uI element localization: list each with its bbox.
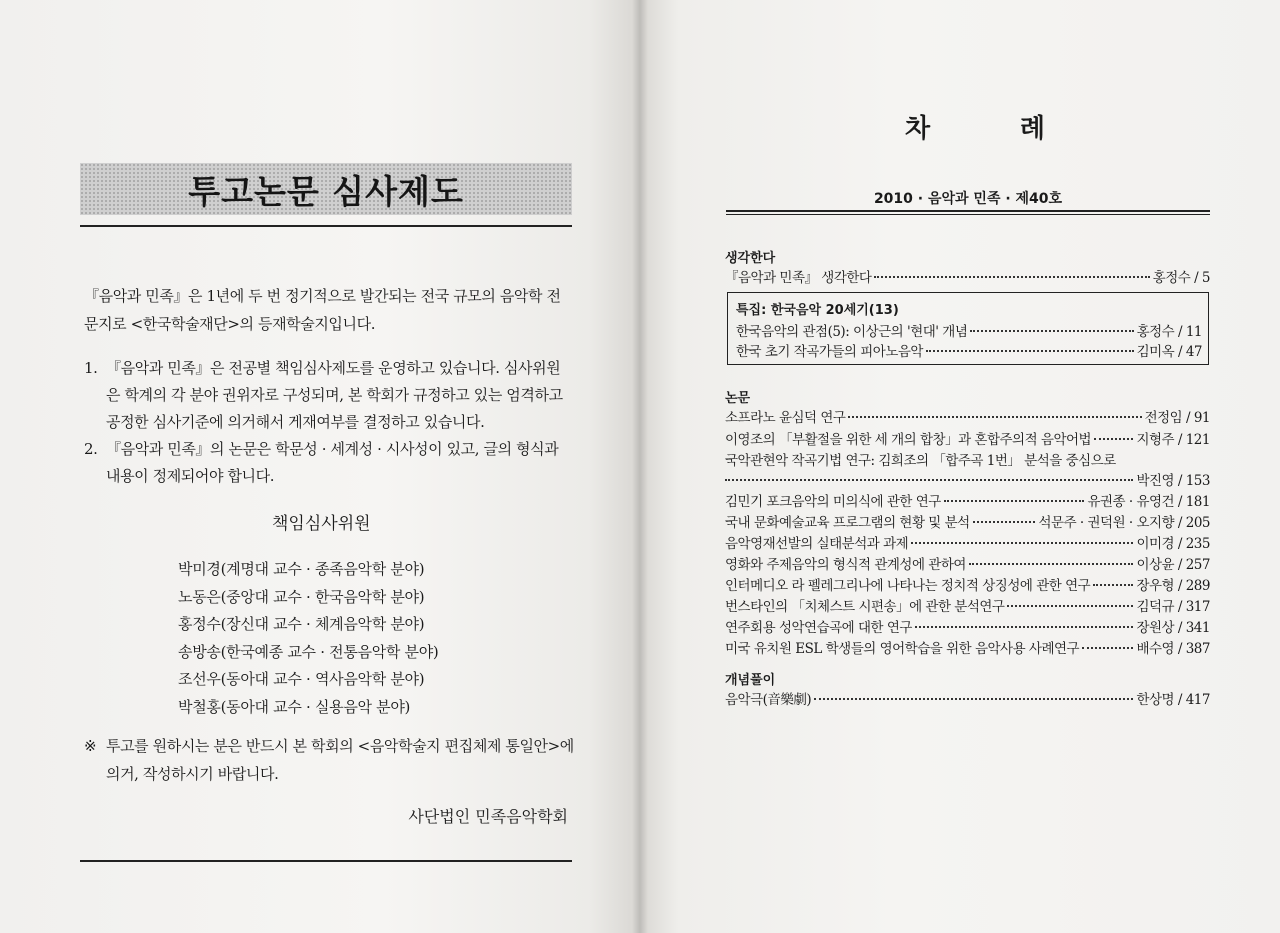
note-text: 투고를 원하시는 분은 반드시 본 학회의 <음악학술지 편집체제 통일안>에 의거, 작성하시기 바랍니다. [106,737,574,783]
member-item: 노동은(중앙대 교수 · 한국음악학 분야) [178,587,425,606]
toc-entry-title: 번스타인의 「치체스트 시편송」에 관한 분석연구 [725,599,1005,615]
rule-number: 2. [84,440,98,458]
toc-title-char: 차 [905,114,931,144]
bottom-divider [80,860,572,862]
toc-leader [1093,584,1133,586]
toc-entry-author: 이미경 / 235 [1136,536,1210,552]
toc-leader [725,479,1133,481]
toc-leader [1082,647,1133,649]
issue-label: 2010 · 음악과 민족 · 제40호 [873,191,1063,207]
section-heading-concept: 개념풀이 [725,673,776,688]
toc-entry-author: 홍정수 / 11 [1136,324,1202,340]
toc-entry-title: 연주회용 성악연습곡에 대한 연구 [725,620,912,636]
toc-leader [970,330,1133,332]
toc-entry [725,688,1210,709]
rule-item [84,355,574,436]
toc-entry-author: 이상윤 / 257 [1136,557,1210,573]
toc-entry-author: 장우형 / 289 [1136,578,1210,594]
toc-leader [911,542,1133,544]
toc-entry-title: 『음악과 민족』 생각한다 [725,270,872,286]
toc-entry-author: 박진영 / 153 [1136,473,1210,489]
toc-leader [848,416,1141,418]
toc-title [905,108,1045,145]
title-banner [80,163,572,215]
rule-text: 『음악과 민족』은 전공별 책임심사제도를 운영하고 있습니다. 심사위원은 학계의 각 분야 권위자로 구성되며, 본 학회가 규정하고 있는 엄격하고 공정한 심사기준에 의거해서 게재여부를 결정하고 있습니다. [106,359,563,431]
toc-entry-title: 국내 문화예술교육 프로그램의 현황 및 분석 [725,515,970,531]
toc-title-char: 례 [1019,114,1045,144]
rule-item [84,436,574,490]
committee-members [178,556,478,721]
toc-entry-title: 음악영재선발의 실태분석과 과제 [725,536,909,552]
toc-entry [725,616,1210,637]
toc-entry-title: 인터메디오 라 펠레그리나에 나타나는 정치적 상징성에 관한 연구 [725,578,1091,594]
toc-entry [725,511,1210,532]
toc-entry-author: 배수영 / 387 [1136,641,1210,657]
section-heading-think: 생각한다 [725,251,776,266]
toc-entry-author: 홍정수 / 5 [1152,270,1210,286]
toc-entry-continued [725,469,1210,490]
toc-leader [814,698,1133,700]
toc-entry [725,406,1210,427]
toc-entry [725,595,1210,616]
toc-entry [725,553,1210,574]
member-item: 홍정수(장신대 교수 · 체계음악학 분야) [178,615,425,633]
rules-list [84,355,574,490]
toc-entry-title: 김민기 포크음악의 미의식에 관한 연구 [725,494,941,510]
toc-entry-author: 김덕규 / 317 [1136,599,1210,615]
member-item: 송방송(한국예종 교수 · 전통음악학 분야) [178,642,439,661]
toc-entry [725,449,1210,470]
publisher-name: 사단법인 민족음악학회 [408,807,568,826]
toc-entry-author: 김미옥 / 47 [1136,344,1202,360]
toc-entry-title: 음악극(音樂劇) [725,692,812,708]
toc-entry-title: 소프라노 윤심덕 연구 [725,410,846,426]
toc-entry-title: 한국 초기 작곡가들의 피아노음악 [736,344,923,360]
toc-leader [1007,605,1133,607]
toc-leader [973,521,1036,523]
toc-leader [944,500,1085,502]
toc-entry-author: 전정임 / 91 [1144,410,1210,426]
toc-leader [969,563,1134,565]
toc-entry-title: 미국 유치원 ESL 학생들의 영어학습을 위한 음악사용 사례연구 [725,641,1080,657]
toc-entry-title: 이영조의 「부활절을 위한 세 개의 합창」과 혼합주의적 음악어법 [725,432,1092,448]
member-item: 박미경(계명대 교수 · 종족음악학 분야) [178,560,425,578]
section-heading-papers: 논문 [725,391,751,406]
intro-paragraph: 『음악과 민족』은 1년에 두 번 정기적으로 발간되는 전국 규모의 음악학 전문지로 <한국학술재단>의 등재학술지입니다. [84,287,561,333]
toc-entry [725,266,1210,287]
toc-entry [725,637,1210,658]
toc-leader [1094,438,1133,440]
member-item: 조선우(동아대 교수 · 역사음악학 분야) [178,670,425,688]
toc-entry [725,428,1210,449]
toc-entry [736,320,1202,341]
title-divider [80,225,572,227]
toc-entry-title: 한국음악의 관점(5): 이상근의 '현대' 개념 [736,324,968,340]
toc-leader [874,276,1149,278]
toc-entry-author: 한상명 / 417 [1136,692,1210,708]
issue-divider [726,210,1210,212]
toc-leader [915,626,1134,628]
issue-divider-thin [726,214,1210,215]
note-mark: ※ [84,737,97,755]
committee-heading: 책임심사위원 [272,514,371,534]
toc-entry [725,490,1210,511]
toc-entry-author: 석문주 · 권덕원 · 오지향 / 205 [1038,515,1210,531]
toc-entry-author: 장원상 / 341 [1136,620,1210,636]
toc-entry [736,340,1202,361]
page-title: 투고논문 심사제도 [188,171,464,211]
special-section-box [727,292,1209,365]
toc-leader [926,350,1134,352]
toc-entry [725,574,1210,595]
toc-entry-author: 지형주 / 121 [1136,432,1210,448]
toc-entry [725,532,1210,553]
rule-text: 『음악과 민족』의 논문은 학문성 · 세계성 · 시사성이 있고, 글의 형식과 내용이 정제되어야 합니다. [106,440,559,485]
member-item: 박철홍(동아대 교수 · 실용음악 분야) [178,697,411,716]
section-heading-special: 특집: 한국음악 20세기(13) [736,303,899,318]
toc-entry-title: 국악관현악 작곡기법 연구: 김희조의 「합주곡 1번」 분석을 중심으로 [725,453,1116,469]
toc-entry-author: 유권종 · 유영건 / 181 [1087,494,1210,510]
toc-entry-title: 영화와 주제음악의 형식적 관계성에 관하여 [725,557,966,573]
submission-note [84,732,574,788]
book-gutter [632,0,648,933]
rule-number: 1. [84,359,98,377]
